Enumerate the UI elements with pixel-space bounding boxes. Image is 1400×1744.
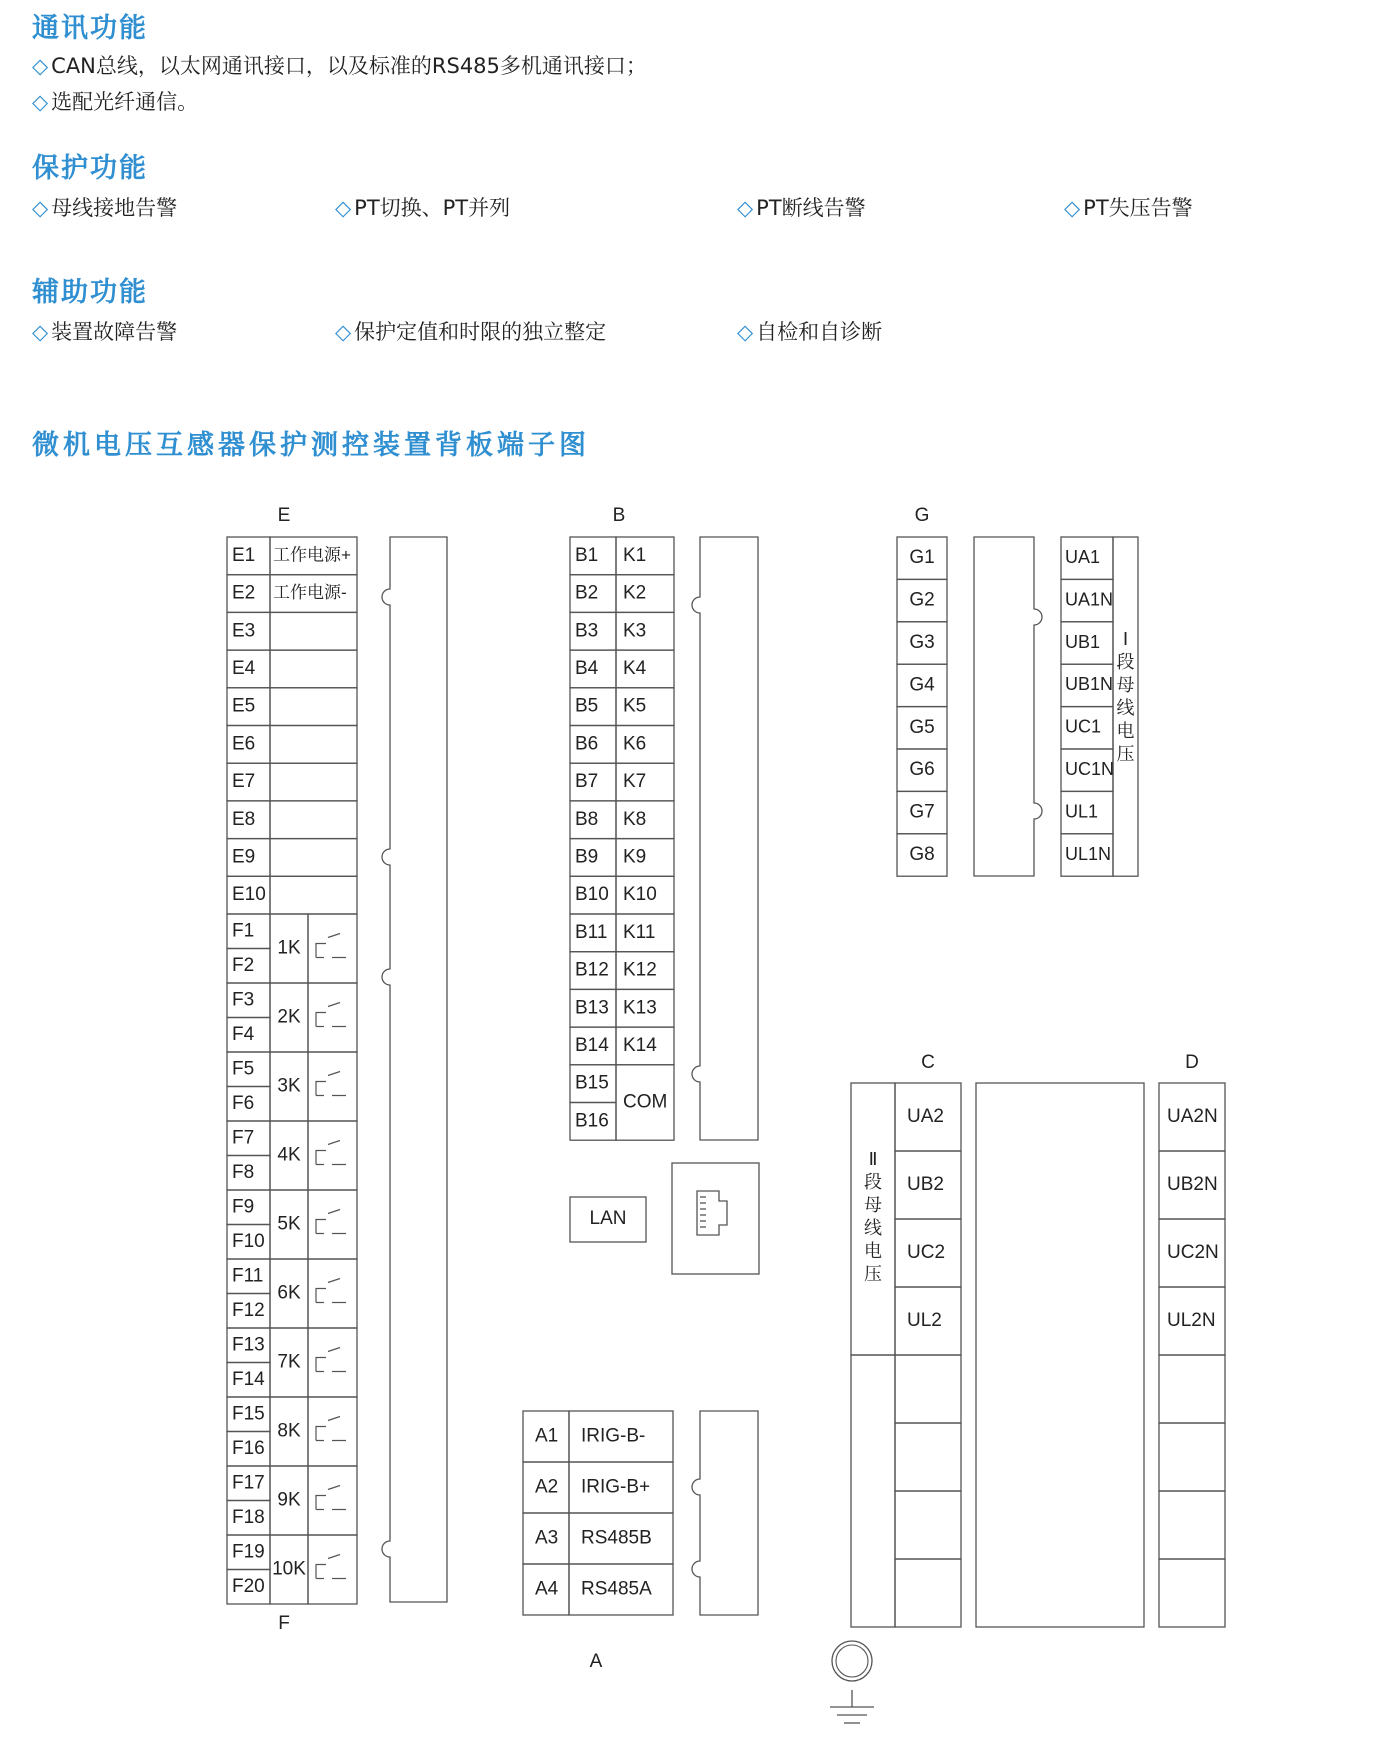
- contact-line: [316, 1565, 326, 1579]
- pin-label-G4: G4: [909, 674, 935, 696]
- pin-label-E6: E6: [232, 733, 256, 755]
- contact-line: [316, 1358, 326, 1372]
- group-label-bus-2-char: 段: [864, 1171, 882, 1192]
- contact-blade: [328, 1348, 346, 1372]
- pin-label-B16: B16: [575, 1110, 609, 1132]
- function-label-A3: RS485B: [581, 1527, 652, 1549]
- protection-item-text: PT失压告警: [1083, 196, 1193, 220]
- diamond-bullet-icon: ◇: [335, 320, 352, 344]
- pin-label-F16: F16: [232, 1437, 265, 1459]
- empty-cell: [1159, 1491, 1225, 1559]
- empty-cell: [895, 1355, 961, 1423]
- block-label-D: D: [1185, 1052, 1199, 1074]
- relay-contact-cell: [308, 1121, 357, 1190]
- pin-label-B9: B9: [575, 846, 599, 868]
- relay-contact-icon: [316, 1210, 346, 1234]
- terminal-function-cell-E5: [270, 688, 357, 726]
- diamond-bullet-icon: ◇: [1064, 196, 1081, 220]
- terminal-function-cell-E6: [270, 726, 357, 764]
- voltage-label-UL2: UL2: [907, 1310, 942, 1332]
- pin-label-B4: B4: [575, 657, 599, 679]
- connector-G: [974, 537, 1042, 876]
- function-label-B4: K4: [623, 657, 647, 679]
- block-label-B: B: [612, 505, 626, 527]
- voltage-label-UC1N: UC1N: [1065, 758, 1115, 779]
- pin-label-A1: A1: [535, 1425, 559, 1447]
- section-title-communication: 通讯功能: [32, 13, 148, 44]
- pin-label-B12: B12: [575, 959, 609, 981]
- relay-contact-cell: [308, 1535, 357, 1604]
- relay-name-6K: 6K: [277, 1282, 301, 1304]
- voltage-label-UL2N: UL2N: [1167, 1310, 1216, 1332]
- contact-line: [316, 1496, 326, 1510]
- diamond-bullet-icon: ◇: [32, 90, 49, 114]
- function-label-A1: IRIG-B-: [581, 1425, 646, 1447]
- pin-label-G1: G1: [909, 547, 935, 569]
- pin-label-G2: G2: [909, 589, 935, 611]
- relay-name-5K: 5K: [277, 1213, 301, 1235]
- contact-line: [316, 944, 326, 958]
- relay-contact-cell: [308, 1397, 357, 1466]
- pin-label-F17: F17: [232, 1472, 265, 1494]
- diamond-bullet-icon: ◇: [32, 54, 49, 78]
- function-label-B1: K1: [623, 544, 647, 566]
- pin-label-G5: G5: [909, 716, 935, 738]
- function-label-B11: K11: [623, 921, 656, 943]
- function-label-B14: K14: [623, 1034, 657, 1056]
- pin-label-F6: F6: [232, 1092, 255, 1114]
- protection-item-text: PT切换、PT并列: [354, 196, 511, 220]
- relay-name-2K: 2K: [277, 1006, 301, 1028]
- auxiliary-item-text: 装置故障告警: [51, 320, 178, 344]
- voltage-label-UA2: UA2: [907, 1106, 944, 1128]
- pin-label-F4: F4: [232, 1023, 255, 1045]
- pin-label-F14: F14: [232, 1368, 265, 1390]
- pin-label-F5: F5: [232, 1058, 255, 1080]
- diamond-bullet-icon: ◇: [737, 320, 754, 344]
- relay-contact-cell: [308, 1052, 357, 1121]
- voltage-label-UC1: UC1: [1065, 716, 1102, 737]
- contact-blade: [328, 1417, 346, 1441]
- function-label-E2: 工作电源-: [273, 583, 347, 603]
- empty-cell: [1159, 1423, 1225, 1491]
- pin-label-B11: B11: [575, 921, 608, 943]
- relay-contact-cell: [308, 1328, 357, 1397]
- voltage-label-UC2: UC2: [907, 1242, 946, 1264]
- relay-contact-cell: [308, 914, 357, 983]
- pin-label-E9: E9: [232, 846, 256, 868]
- relay-name-8K: 8K: [277, 1420, 301, 1442]
- empty-cell: [895, 1423, 961, 1491]
- voltage-label-UC2N: UC2N: [1167, 1242, 1219, 1264]
- function-label-A2: IRIG-B+: [581, 1476, 651, 1498]
- pin-label-B2: B2: [575, 582, 599, 604]
- pin-label-A4: A4: [535, 1578, 559, 1600]
- contact-blade: [328, 1072, 346, 1096]
- empty-cell: [895, 1491, 961, 1559]
- group-label-bus-2-char: Ⅱ: [868, 1148, 878, 1169]
- block-label-C: C: [921, 1052, 935, 1074]
- pin-label-B6: B6: [575, 733, 599, 755]
- pin-label-G3: G3: [909, 632, 935, 654]
- pin-label-F11: F11: [232, 1265, 264, 1287]
- auxiliary-item-text: 自检和自诊断: [756, 320, 883, 344]
- pin-label-F7: F7: [232, 1127, 255, 1149]
- contact-line: [316, 1220, 326, 1234]
- protection-item-text: 母线接地告警: [51, 196, 178, 220]
- contact-line: [316, 1082, 326, 1096]
- pin-label-F9: F9: [232, 1196, 255, 1218]
- diamond-bullet-icon: ◇: [737, 196, 754, 220]
- voltage-label-UB2N: UB2N: [1167, 1174, 1218, 1196]
- empty-cell: [1159, 1559, 1225, 1627]
- relay-contact-icon: [316, 1141, 346, 1165]
- pin-label-F15: F15: [232, 1403, 265, 1425]
- relay-name-7K: 7K: [277, 1351, 301, 1373]
- contact-line: [316, 1151, 326, 1165]
- function-label-COM: COM: [623, 1091, 668, 1113]
- pin-label-A3: A3: [535, 1527, 559, 1549]
- diamond-bullet-icon: ◇: [32, 196, 49, 220]
- pin-label-E7: E7: [232, 771, 256, 793]
- pin-label-B1: B1: [575, 544, 599, 566]
- group-label-bus-2: [864, 1149, 882, 1284]
- pin-label-B3: B3: [575, 620, 599, 642]
- pin-label-F13: F13: [232, 1334, 265, 1356]
- relay-contact-cell: [308, 1259, 357, 1328]
- pin-label-A2: A2: [535, 1476, 559, 1498]
- relay-name-3K: 3K: [277, 1075, 301, 1097]
- group-label-bus-1-char: 压: [1116, 743, 1135, 764]
- relay-name-9K: 9K: [277, 1489, 301, 1511]
- voltage-label-UA1: UA1: [1065, 546, 1101, 567]
- pin-label-F19: F19: [232, 1541, 265, 1563]
- pin-label-E5: E5: [232, 695, 256, 717]
- pin-label-F1: F1: [232, 920, 255, 942]
- contact-line: [316, 1427, 326, 1441]
- pin-label-F8: F8: [232, 1161, 255, 1183]
- diagram-title: 微机电压互感器保护测控装置背板端子图: [32, 430, 590, 461]
- pin-label-B5: B5: [575, 695, 599, 717]
- voltage-label-UB2: UB2: [907, 1174, 944, 1196]
- terminal-function-cell-E3: [270, 612, 357, 650]
- ground-terminal-inner-icon: [836, 1645, 868, 1677]
- pin-label-E3: E3: [232, 620, 256, 642]
- relay-contact-icon: [316, 1348, 346, 1372]
- terminal-function-cell-E10: [270, 876, 357, 914]
- pin-label-G8: G8: [909, 844, 935, 866]
- relay-contact-cell: [308, 1190, 357, 1259]
- group-label-bus-2-char: 母: [864, 1194, 882, 1215]
- contact-blade: [328, 1279, 346, 1303]
- connector-B: [692, 537, 758, 1140]
- terminal-function-cell-E4: [270, 650, 357, 688]
- lan-label: LAN: [589, 1208, 627, 1230]
- relay-contact-cell: [308, 1466, 357, 1535]
- ground-terminal-outer-icon: [832, 1641, 872, 1681]
- pin-label-F2: F2: [232, 954, 255, 976]
- relay-contact-icon: [316, 1486, 346, 1510]
- voltage-label-UB1: UB1: [1065, 631, 1101, 652]
- diamond-bullet-icon: ◇: [32, 320, 49, 344]
- pin-label-F20: F20: [232, 1575, 265, 1597]
- connector-E: [382, 537, 447, 1602]
- relay-name-10K: 10K: [272, 1558, 306, 1580]
- pin-label-F18: F18: [232, 1506, 265, 1528]
- pin-label-G7: G7: [909, 801, 935, 823]
- group-label-bus-2-char: 压: [864, 1263, 882, 1284]
- ethernet-port: [672, 1163, 759, 1274]
- pin-label-E2: E2: [232, 582, 256, 604]
- contact-line: [316, 1289, 326, 1303]
- relay-name-1K: 1K: [277, 937, 301, 959]
- function-label-B9: K9: [623, 846, 647, 868]
- pin-label-B13: B13: [575, 997, 609, 1019]
- pin-label-E4: E4: [232, 657, 256, 679]
- pin-label-E1: E1: [232, 544, 256, 566]
- pin-label-F3: F3: [232, 989, 255, 1011]
- terminal-function-cell-E7: [270, 763, 357, 801]
- function-label-B8: K8: [623, 808, 647, 830]
- pin-label-B15: B15: [575, 1072, 609, 1094]
- function-label-B3: K3: [623, 620, 647, 642]
- empty-cell: [851, 1355, 895, 1627]
- contact-blade: [328, 1210, 346, 1234]
- diamond-bullet-icon: ◇: [335, 196, 352, 220]
- function-label-B12: K12: [623, 959, 657, 981]
- function-label-B2: K2: [623, 582, 647, 604]
- pin-label-B8: B8: [575, 808, 599, 830]
- pin-label-F12: F12: [232, 1299, 265, 1321]
- relay-name-4K: 4K: [277, 1144, 301, 1166]
- function-label-B6: K6: [623, 733, 647, 755]
- group-label-bus-1-char: 线: [1116, 697, 1135, 718]
- pin-label-E10: E10: [232, 884, 266, 906]
- contact-blade: [328, 1486, 346, 1510]
- connector-C-D: [976, 1083, 1144, 1627]
- contact-blade: [328, 934, 346, 958]
- group-label-bus-1: [1117, 629, 1135, 764]
- relay-contact-icon: [316, 1072, 346, 1096]
- communication-line-2-text: 选配光纤通信。: [51, 90, 199, 114]
- group-label-bus-1-char: 电: [1116, 720, 1135, 741]
- function-label-A4: RS485A: [581, 1578, 652, 1600]
- relay-contact-icon: [316, 934, 346, 958]
- protection-item-text: PT断线告警: [756, 196, 866, 220]
- communication-line-1-text: CAN总线，以太网通讯接口，以及标准的RS485多机通讯接口；: [51, 54, 647, 78]
- terminal-function-cell-E8: [270, 801, 357, 839]
- pin-label-F10: F10: [232, 1230, 265, 1252]
- group-label-bus-2-char: 电: [864, 1240, 882, 1261]
- relay-contact-cell: [308, 983, 357, 1052]
- connector-A: [692, 1411, 758, 1615]
- empty-cell: [1159, 1355, 1225, 1423]
- pin-label-E8: E8: [232, 808, 256, 830]
- voltage-label-UA1N: UA1N: [1065, 589, 1114, 610]
- relay-contact-icon: [316, 1279, 346, 1303]
- group-label-bus-1-char: 段: [1116, 651, 1135, 672]
- function-label-B7: K7: [623, 771, 647, 793]
- pin-label-B7: B7: [575, 771, 599, 793]
- block-label-G: G: [914, 505, 930, 527]
- voltage-label-UB1N: UB1N: [1065, 674, 1114, 695]
- terminal-function-cell-E9: [270, 839, 357, 877]
- contact-blade: [328, 1555, 346, 1579]
- function-label-B10: K10: [623, 884, 657, 906]
- block-label-E: E: [277, 505, 291, 527]
- section-title-protection: 保护功能: [32, 153, 148, 184]
- section-title-auxiliary: 辅助功能: [32, 277, 148, 308]
- pin-label-B14: B14: [575, 1034, 609, 1056]
- contact-blade: [328, 1141, 346, 1165]
- relay-contact-icon: [316, 1003, 346, 1027]
- block-label-A: A: [589, 1651, 603, 1673]
- relay-contact-icon: [316, 1555, 346, 1579]
- group-label-bus-1-char: 母: [1116, 674, 1135, 695]
- group-label-bus-1-char: Ⅰ: [1122, 628, 1129, 649]
- function-label-B13: K13: [623, 997, 657, 1019]
- voltage-label-UA2N: UA2N: [1167, 1106, 1218, 1128]
- contact-blade: [328, 1003, 346, 1027]
- empty-cell: [895, 1559, 961, 1627]
- pin-label-G6: G6: [909, 759, 935, 781]
- function-label-E1: 工作电源+: [273, 545, 351, 565]
- relay-contact-icon: [316, 1417, 346, 1441]
- pin-label-B10: B10: [575, 884, 609, 906]
- group-label-bus-2-char: 线: [864, 1217, 882, 1238]
- contact-line: [316, 1013, 326, 1027]
- block-label-F: F: [278, 1613, 290, 1635]
- function-label-B5: K5: [623, 695, 647, 717]
- voltage-label-UL1: UL1: [1065, 801, 1099, 822]
- auxiliary-item-text: 保护定值和时限的独立整定: [354, 320, 607, 344]
- voltage-label-UL1N: UL1N: [1065, 843, 1112, 864]
